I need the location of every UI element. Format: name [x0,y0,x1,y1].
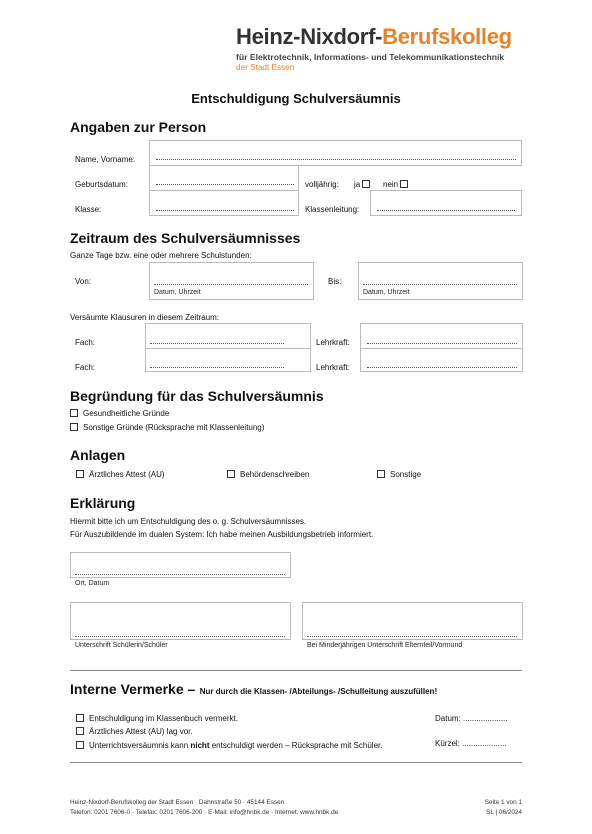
internal-item-attest[interactable] [76,727,193,736]
adult-no-checkbox[interactable] [400,180,408,188]
period-note: Ganze Tage bzw. eine oder mehrere Schulstunden: [70,251,252,260]
teacher-line [377,210,515,211]
internal-subheading: Nur durch die Klassen- /Abteilungs- /Schulleitung auszufüllen! [199,687,438,696]
adult-yes-checkbox[interactable] [362,180,370,188]
exam-teacher-field-2[interactable] [360,348,523,372]
adult-no-label: nein [383,180,399,189]
internal-unexcused-checkbox[interactable] [76,741,84,749]
exams-note: Versäumte Klausuren in diesem Zeitraum: [70,313,219,322]
internal-unexcused-post: entschuldigt werden – Rücksprache mit Schüler. [209,741,383,750]
reason-other-checkbox[interactable] [70,423,78,431]
logo-name-part2: Berufskolleg [382,24,512,49]
adult-yes-label: ja [354,180,361,189]
class-line [156,210,294,211]
footer-page: Seite 1 von 1 [484,799,522,806]
attachment-option-authority[interactable] [227,470,309,479]
parent-signature-label: Bei Minderjährigen Unterschrift Elternteil/Vormund [307,642,463,649]
name-line [156,159,516,160]
teacher-label: Klassenleitung: [305,205,360,214]
from-line [154,284,308,285]
internal-unexcused-bold: nicht [190,741,210,750]
internal-divider-bottom [70,762,522,763]
reason-option-other[interactable] [70,423,264,432]
attachment-authority-label: Behördenschreiben [240,470,310,479]
attachment-other-label: Sonstige [390,470,422,479]
reason-other-label: Sonstige Gründe (Rücksprache mit Klassenleitung) [83,423,265,432]
subject-field-2[interactable] [145,348,311,372]
subject-label-1: Fach: [75,338,96,347]
student-signature-field[interactable] [70,602,291,640]
footer-contact: Telefon: 0201 7606-0 · Telefax: 0201 7606-200 · E-Mail: info@hnbk.de · Internet: www.hnbk.de [70,809,339,816]
internal-unexcused-pre: Unterrichtsversäumnis kann [89,741,191,750]
attachment-option-attest[interactable] [76,470,165,479]
student-signature-line [75,636,285,637]
declaration-line-1: Hiermit bitte ich um Entschuldigung des o. g. Schulversäumnisses. [70,517,307,526]
internal-heading: Interne Vermerke – [70,681,196,697]
class-field[interactable] [149,190,299,216]
attachment-authority-checkbox[interactable] [227,470,235,478]
declaration-heading: Erklärung [70,495,136,511]
teacher-field[interactable] [370,190,522,216]
from-hint: Datum, Uhrzeit [154,289,201,296]
declaration-line-2: Für Auszubildende im dualen System: Ich habe meinen Ausbildungsbetrieb informiert. [70,530,374,539]
reason-option-health[interactable] [70,409,169,418]
parent-signature-line [307,636,517,637]
reason-health-checkbox[interactable] [70,409,78,417]
attachments-heading: Anlagen [70,447,126,463]
exam-teacher-field-1[interactable] [360,323,523,349]
name-label: Name, Vorname: [75,155,136,164]
attachment-other-checkbox[interactable] [377,470,385,478]
birth-line [156,184,294,185]
adult-label: volljährig: [305,180,339,189]
subject-line-1 [150,343,284,344]
adult-yes[interactable] [354,180,375,189]
birth-label: Geburtsdatum: [75,180,128,189]
internal-heading-row [70,681,437,699]
internal-date-field[interactable]: Datum: .................... [435,714,508,723]
internal-initials-field[interactable]: Kürzel: .................... [435,739,507,748]
to-hint: Datum, Uhrzeit [363,289,410,296]
subject-line-2 [150,367,284,368]
subject-label-2: Fach: [75,363,96,372]
birth-field[interactable] [149,165,299,191]
attachment-option-other[interactable] [377,470,421,479]
parent-signature-field[interactable] [302,602,523,640]
from-label: Von: [75,277,92,286]
logo-name-part1: Heinz-Nixdorf- [236,24,383,49]
exam-teacher-line-1 [367,343,517,344]
to-line [363,284,517,285]
to-label: Bis: [328,277,342,286]
logo-subtitle: für Elektrotechnik, Informations- und Telekommunikationstechnik [236,52,505,62]
internal-classbook-checkbox[interactable] [76,714,84,722]
exam-teacher-line-2 [367,367,517,368]
internal-attest-checkbox[interactable] [76,727,84,735]
adult-no[interactable] [383,180,413,189]
class-label: Klasse: [75,205,102,214]
internal-divider-top [70,670,522,671]
period-heading: Zeitraum des Schulversäumnisses [70,230,301,246]
subject-field-1[interactable] [145,323,311,349]
reason-health-label: Gesundheitliche Gründe [83,409,170,418]
attachment-attest-label: Ärztliches Attest (AU) [89,470,165,479]
place-date-label: Ort, Datum [75,580,110,587]
attachment-attest-checkbox[interactable] [76,470,84,478]
reason-heading: Begründung für das Schulversäumnis [70,388,324,404]
internal-classbook-label: Entschuldigung im Klassenbuch vermerkt. [89,714,238,723]
internal-item-classbook[interactable] [76,714,238,723]
exam-teacher-label-2: Lehrkraft: [316,363,350,372]
name-field[interactable] [149,140,522,166]
place-date-line [75,574,285,575]
internal-item-unexcused[interactable] [76,741,382,750]
document-title: Entschuldigung Schulversäumnis [191,91,401,106]
school-logo [236,24,512,50]
footer-address: Heinz-Nixdorf-Berufskolleg der Stadt Essen · Dahnstraße 50 · 45144 Essen [70,799,285,806]
person-heading: Angaben zur Person [70,119,207,135]
footer-version: SL | 06/2024 [486,809,522,816]
internal-attest-label: Ärztliches Attest (AU) lag vor. [89,727,193,736]
logo-city: der Stadt Essen [236,63,295,72]
exam-teacher-label-1: Lehrkraft: [316,338,350,347]
student-signature-label: Unterschrift Schülerin/Schüler [75,642,168,649]
